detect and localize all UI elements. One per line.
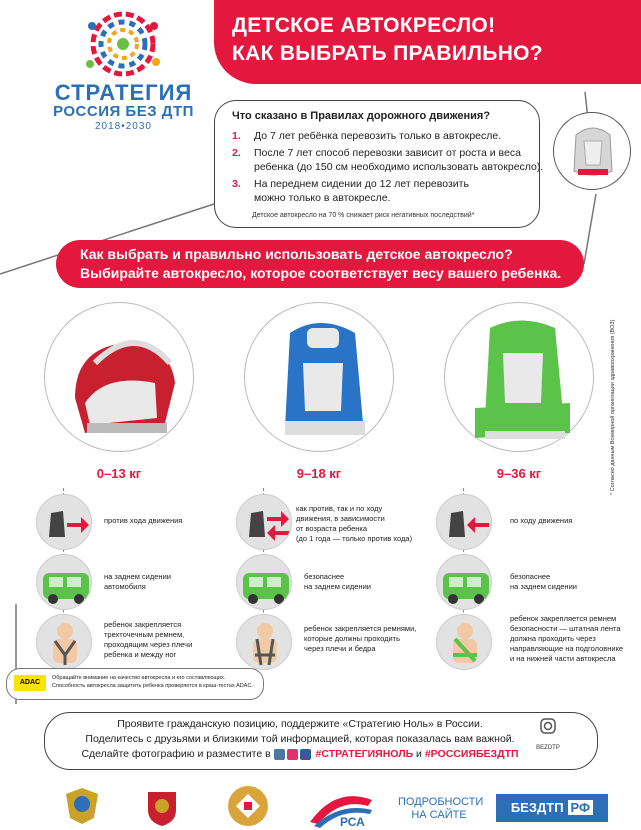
site-name: БЕЗДТП: [510, 800, 564, 815]
belt-text: ребенок закрепляется трехточечным ремнем, проходящим через плечи ребенка и между ног: [104, 620, 193, 659]
rule-text: На переднем сидении до 12 лет перевозить: [254, 178, 469, 190]
seat-position-text: на заднем сидении автомобиля: [104, 572, 171, 591]
rule-text: ребенка (до 150 см необходимо использовать автокресло).: [254, 161, 544, 173]
direction-text: против хода движения: [104, 516, 183, 525]
rule-number: 2.: [232, 147, 241, 159]
direction-text: как против, так и по ходу движения, в зависимости от возраста ребенка (до 1 года — только против хода): [296, 504, 413, 543]
share-line3: [60, 748, 540, 760]
facebook-icon[interactable]: [300, 749, 311, 760]
car-rear-seat-icon: [436, 554, 492, 610]
details-line2: НА САЙТЕ: [411, 809, 467, 821]
details-label: [398, 796, 484, 822]
car-rear-seat-icon: [36, 554, 92, 610]
both-directions-icon: [236, 494, 292, 550]
gibdd-emblem-icon: [226, 784, 270, 828]
and-text: и: [416, 748, 422, 760]
page-title-line2: КАК ВЫБРАТЬ ПРАВИЛЬНО?: [232, 42, 543, 65]
infant-carrier-icon: [45, 303, 195, 453]
instagram-icon[interactable]: [287, 749, 298, 760]
logo-strategy-text: СТРАТЕГИЯ: [54, 80, 193, 105]
rules-footnote: Детское автокресло на 70 % снижает риск негативных последствий*: [252, 212, 475, 219]
rule-text: После 7 лет способ перевозки зависит от роста и веса: [254, 147, 521, 159]
rule-text: можно только в автокресле.: [254, 192, 391, 204]
rule-number: 3.: [232, 178, 241, 190]
forward-facing-icon: [436, 494, 492, 550]
instagram-handle: BEZDTP: [536, 745, 560, 751]
banner-line2: Выбирайте автокресло, которое соответствует весу вашего ребенка.: [80, 265, 562, 281]
rules-heading: Что сказано в Правилах дорожного движения?: [232, 110, 491, 122]
direction-text: по ходу движения: [510, 516, 573, 525]
seat-circle-infant: [44, 302, 194, 452]
bezdtp-site-link[interactable]: [496, 794, 608, 822]
hashtag-strategy-zero[interactable]: #СТРАТЕГИЯНОЛЬ: [315, 748, 414, 760]
weight-label: 9–36 кг: [496, 466, 542, 481]
adac-text-line1: Обращайте внимание на качество автокресла и его составляющих.: [52, 675, 226, 681]
car-seat-thumbnail: [553, 112, 631, 190]
details-line1: ПОДРОБНОСТИ: [398, 796, 484, 808]
belt-text: ребенок закрепляется ремнями, которые должны проходить через плечи и бедра: [304, 624, 417, 653]
share-line3-prefix: Сделайте фотографию и разместите в: [81, 748, 271, 760]
harness-child-icon: [236, 614, 292, 670]
share-line2: Поделитесь с друзьями и близкими той информацией, которая показалась вам важной.: [85, 733, 515, 745]
rule-number: 1.: [232, 130, 241, 142]
page-title-line1: ДЕТСКОЕ АВТОКРЕСЛО!: [232, 14, 496, 37]
logo-years: 2018•2030: [95, 121, 152, 132]
seat-position-text: безопаснее на заднем сидении: [510, 572, 577, 591]
vk-icon[interactable]: [274, 749, 285, 760]
site-domain: РФ: [568, 800, 594, 815]
car-rear-seat-icon: [236, 554, 292, 610]
banner-line1: Как выбрать и правильно использовать детское автокресло?: [80, 246, 513, 262]
booster-seat-icon: [445, 303, 595, 453]
seat-circle-booster: [444, 302, 594, 452]
weight-label: 9–18 кг: [296, 466, 342, 481]
weight-label: 0–13 кг: [96, 466, 142, 481]
toddler-seat-icon: [245, 303, 395, 453]
adac-logo: ADAC: [14, 675, 46, 691]
car-seat-icon: [554, 113, 632, 191]
share-line1: Проявите гражданскую позицию, поддержите «Стратегию Ноль» в России.: [117, 718, 483, 730]
ministry-emergency-emblem-icon: [140, 784, 184, 828]
logo-subtitle: РОССИЯ БЕЗ ДТП: [53, 103, 194, 120]
rsa-logo-icon: [306, 792, 376, 828]
harness-child-icon: [36, 614, 92, 670]
rear-facing-icon: [36, 494, 92, 550]
who-footnote: * Согласно данным Всемирной организации здравоохранения (ВОЗ): [610, 319, 616, 495]
seat-circle-toddler: [244, 302, 394, 452]
seat-position-text: безопаснее на заднем сидении: [304, 572, 371, 591]
adac-text-line2: Способность автокресла защитить ребенка проверяется в краш-тестах ADAC.: [52, 683, 253, 689]
ministry-transport-emblem-icon: [60, 784, 104, 828]
hashtag-russia-bezdtp[interactable]: #РОССИЯБЕЗДТП: [424, 748, 519, 760]
belt-text: ребенок закрепляется ремнем безопасности — штатная лента должна проходить через направляющие на подголовнике и на нижней части автокресла: [510, 614, 624, 663]
rsa-logo-text: РСА: [340, 815, 365, 828]
strategy-logo-icon: [78, 6, 168, 82]
seatbelt-child-icon: [436, 614, 492, 670]
rule-text: До 7 лет ребёнка перевозить только в автокресле.: [254, 130, 502, 142]
